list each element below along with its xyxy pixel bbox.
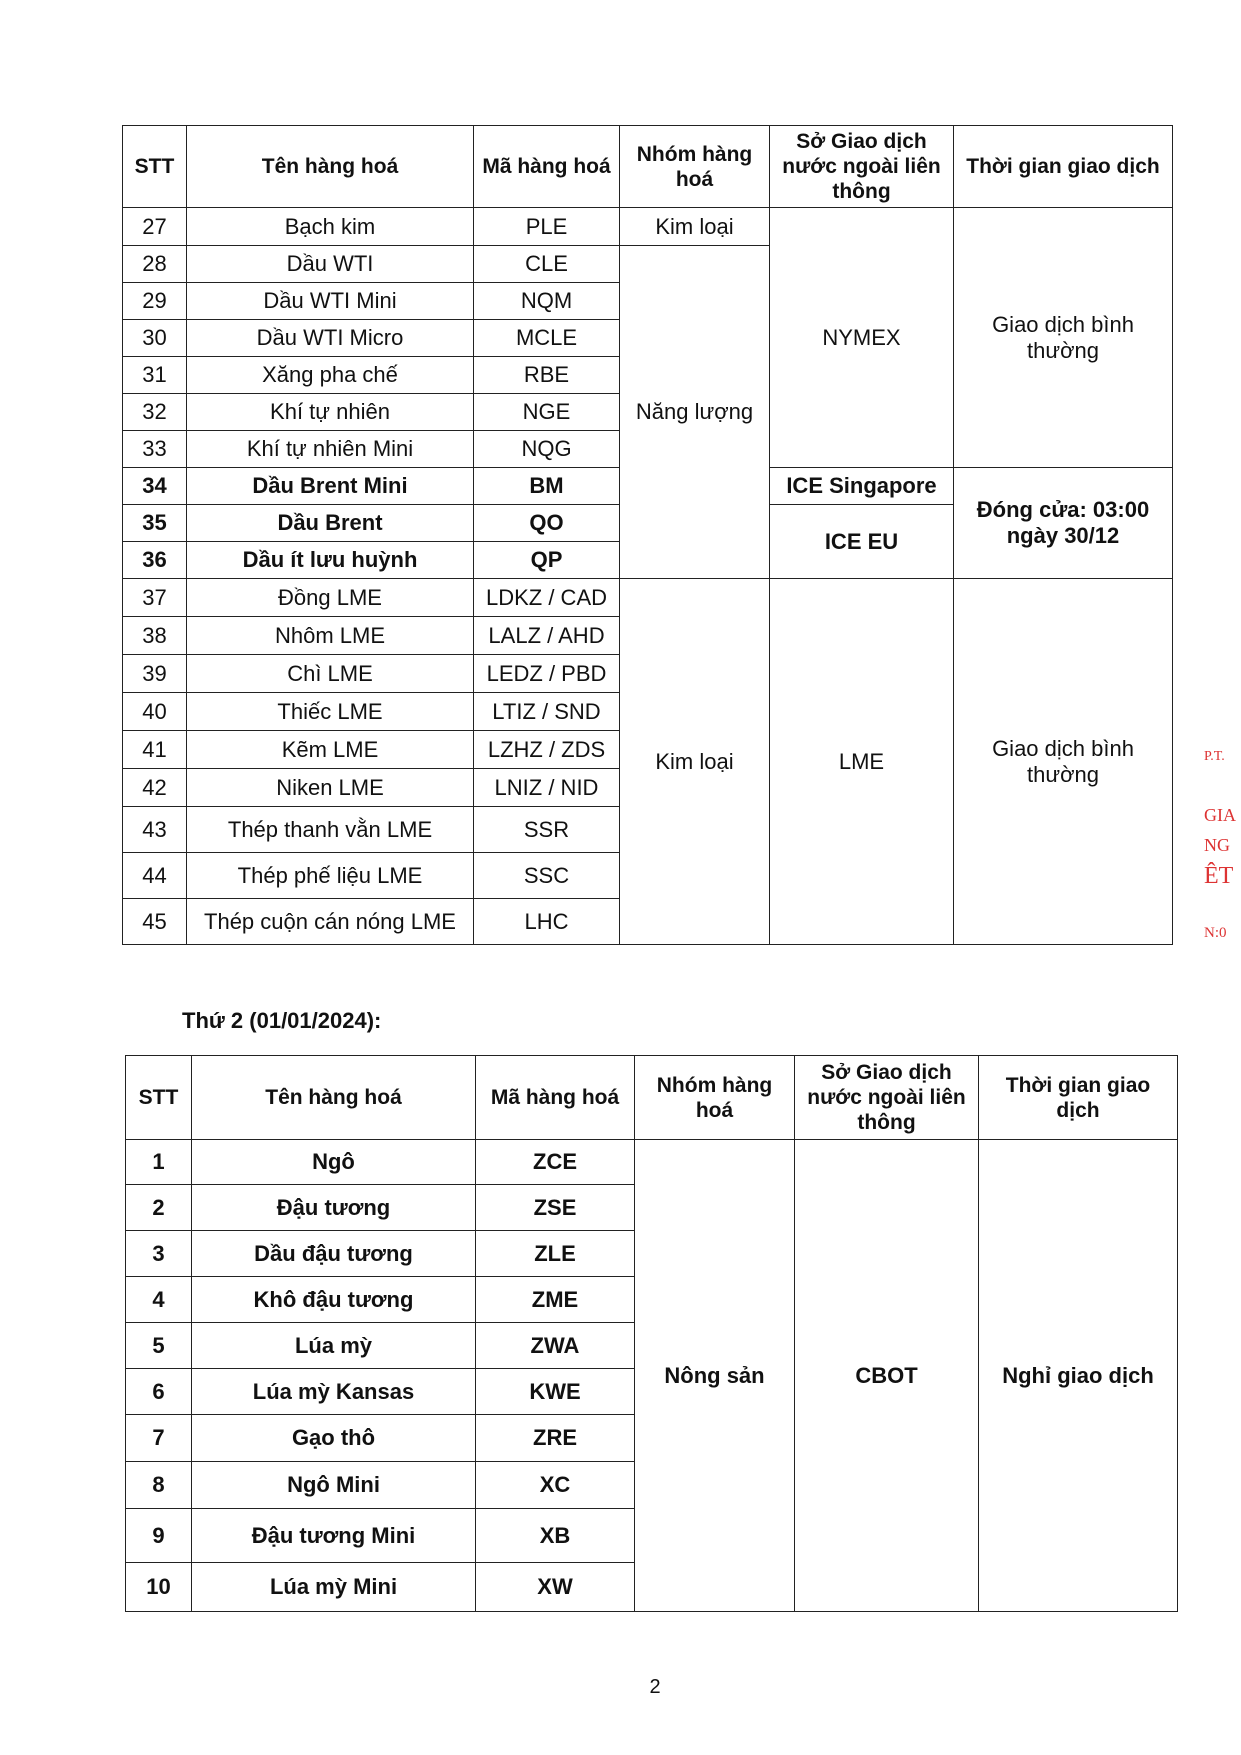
row-code: ZWA <box>476 1323 635 1369</box>
row-name: Bạch kim <box>187 208 474 246</box>
header-name: Tên hàng hoá <box>187 126 474 208</box>
time-normal-2: Giao dịch bình thường <box>954 579 1173 945</box>
row-code: BM <box>474 468 620 505</box>
stamp-text: N:0 <box>1204 925 1227 941</box>
group-nang-luong: Năng lượng <box>620 246 770 579</box>
row-name: Dầu Brent <box>187 505 474 542</box>
row-name: Thép phế liệu LME <box>187 853 474 899</box>
row-name: Lúa mỳ <box>192 1323 476 1369</box>
row-code: LDKZ / CAD <box>474 579 620 617</box>
header-name: Tên hàng hoá <box>192 1056 476 1140</box>
table-header <box>123 126 1173 208</box>
row-name: Xăng pha chế <box>187 357 474 394</box>
header-stt: STT <box>126 1056 192 1140</box>
row-code: XW <box>476 1563 635 1612</box>
header-exchange: Sở Giao dịch nước ngoài liên thông <box>770 126 954 208</box>
row-code: NQG <box>474 431 620 468</box>
table-row <box>126 1140 1178 1185</box>
row-code: NQM <box>474 283 620 320</box>
row-name: Dầu đậu tương <box>192 1231 476 1277</box>
row-stt: 6 <box>126 1369 192 1415</box>
row-stt: 31 <box>123 357 187 394</box>
row-stt: 5 <box>126 1323 192 1369</box>
row-name: Dầu WTI <box>187 246 474 283</box>
group-kim-loai-1: Kim loại <box>620 208 770 246</box>
row-code: PLE <box>474 208 620 246</box>
row-stt: 44 <box>123 853 187 899</box>
row-code: RBE <box>474 357 620 394</box>
row-name: Chì LME <box>187 655 474 693</box>
row-name: Gạo thô <box>192 1415 476 1462</box>
page-number: 2 <box>649 1676 661 1698</box>
row-stt: 33 <box>123 431 187 468</box>
row-stt: 3 <box>126 1231 192 1277</box>
exchange-nymex: NYMEX <box>770 208 954 468</box>
table-row <box>123 579 1173 617</box>
row-code: LEDZ / PBD <box>474 655 620 693</box>
row-name: Lúa mỳ Kansas <box>192 1369 476 1415</box>
time-close: Đóng cửa: 03:00 ngày 30/12 <box>954 468 1173 579</box>
row-code: ZRE <box>476 1415 635 1462</box>
exchange-cbot: CBOT <box>795 1140 979 1612</box>
exchange-ice-singapore: ICE Singapore <box>770 468 954 505</box>
row-name: Dầu ít lưu huỳnh <box>187 542 474 579</box>
row-code: KWE <box>476 1369 635 1415</box>
header-code: Mã hàng hoá <box>474 126 620 208</box>
row-stt: 9 <box>126 1509 192 1563</box>
group-nong-san: Nông sản <box>635 1140 795 1612</box>
row-code: SSC <box>474 853 620 899</box>
row-code: LTIZ / SND <box>474 693 620 731</box>
row-name: Lúa mỳ Mini <box>192 1563 476 1612</box>
trading-table-1 <box>122 125 1173 945</box>
row-stt: 29 <box>123 283 187 320</box>
row-name: Dầu Brent Mini <box>187 468 474 505</box>
row-stt: 36 <box>123 542 187 579</box>
header-time: Thời gian giao dịch <box>954 126 1173 208</box>
row-name: Khô đậu tương <box>192 1277 476 1323</box>
row-stt: 40 <box>123 693 187 731</box>
time-closed: Nghỉ giao dịch <box>979 1140 1178 1612</box>
header-stt: STT <box>123 126 187 208</box>
stamp-text: NG <box>1204 835 1230 855</box>
row-code: XB <box>476 1509 635 1563</box>
row-name: Niken LME <box>187 769 474 807</box>
row-name: Ngô Mini <box>192 1462 476 1509</box>
row-stt: 2 <box>126 1185 192 1231</box>
row-name: Đậu tương <box>192 1185 476 1231</box>
row-stt: 7 <box>126 1415 192 1462</box>
row-code: CLE <box>474 246 620 283</box>
row-code: ZME <box>476 1277 635 1323</box>
row-stt: 8 <box>126 1462 192 1509</box>
red-seal-fragment <box>1196 735 1241 965</box>
row-stt: 34 <box>123 468 187 505</box>
row-code: ZLE <box>476 1231 635 1277</box>
row-code: LZHZ / ZDS <box>474 731 620 769</box>
row-stt: 27 <box>123 208 187 246</box>
row-name: Khí tự nhiên <box>187 394 474 431</box>
row-stt: 1 <box>126 1140 192 1185</box>
row-name: Khí tự nhiên Mini <box>187 431 474 468</box>
row-code: LNIZ / NID <box>474 769 620 807</box>
row-stt: 43 <box>123 807 187 853</box>
stamp-text: ÊT <box>1204 863 1234 889</box>
time-normal-1: Giao dịch bình thường <box>954 208 1173 468</box>
row-stt: 35 <box>123 505 187 542</box>
trading-table-2 <box>125 1055 1178 1612</box>
row-code: ZCE <box>476 1140 635 1185</box>
row-stt: 39 <box>123 655 187 693</box>
row-code: LALZ / AHD <box>474 617 620 655</box>
row-stt: 45 <box>123 899 187 945</box>
row-name: Đậu tương Mini <box>192 1509 476 1563</box>
row-name: Ngô <box>192 1140 476 1185</box>
group-kim-loai-2: Kim loại <box>620 579 770 945</box>
table-header <box>126 1056 1178 1140</box>
row-name: Nhôm LME <box>187 617 474 655</box>
row-name: Thiếc LME <box>187 693 474 731</box>
header-group: Nhóm hàng hoá <box>635 1056 795 1140</box>
row-code: LHC <box>474 899 620 945</box>
header-exchange: Sở Giao dịch nước ngoài liên thông <box>795 1056 979 1140</box>
row-code: MCLE <box>474 320 620 357</box>
row-name: Thép thanh vằn LME <box>187 807 474 853</box>
header-time: Thời gian giao dịch <box>979 1056 1178 1140</box>
exchange-lme: LME <box>770 579 954 945</box>
row-stt: 30 <box>123 320 187 357</box>
row-stt: 42 <box>123 769 187 807</box>
row-code: QP <box>474 542 620 579</box>
row-code: NGE <box>474 394 620 431</box>
row-name: Dầu WTI Micro <box>187 320 474 357</box>
section-caption: Thứ 2 (01/01/2024): <box>182 1008 382 1033</box>
row-code: XC <box>476 1462 635 1509</box>
row-code: SSR <box>474 807 620 853</box>
row-stt: 10 <box>126 1563 192 1612</box>
exchange-ice-eu: ICE EU <box>770 505 954 579</box>
row-name: Thép cuộn cán nóng LME <box>187 899 474 945</box>
row-stt: 41 <box>123 731 187 769</box>
row-stt: 37 <box>123 579 187 617</box>
table-row <box>123 208 1173 246</box>
stamp-text: GIA <box>1204 805 1236 825</box>
header-code: Mã hàng hoá <box>476 1056 635 1140</box>
stamp-text: P.T. <box>1204 749 1225 764</box>
header-group: Nhóm hàng hoá <box>620 126 770 208</box>
row-stt: 32 <box>123 394 187 431</box>
row-stt: 4 <box>126 1277 192 1323</box>
row-code: ZSE <box>476 1185 635 1231</box>
row-name: Dầu WTI Mini <box>187 283 474 320</box>
row-stt: 28 <box>123 246 187 283</box>
row-stt: 38 <box>123 617 187 655</box>
row-name: Kẽm LME <box>187 731 474 769</box>
row-name: Đồng LME <box>187 579 474 617</box>
row-code: QO <box>474 505 620 542</box>
